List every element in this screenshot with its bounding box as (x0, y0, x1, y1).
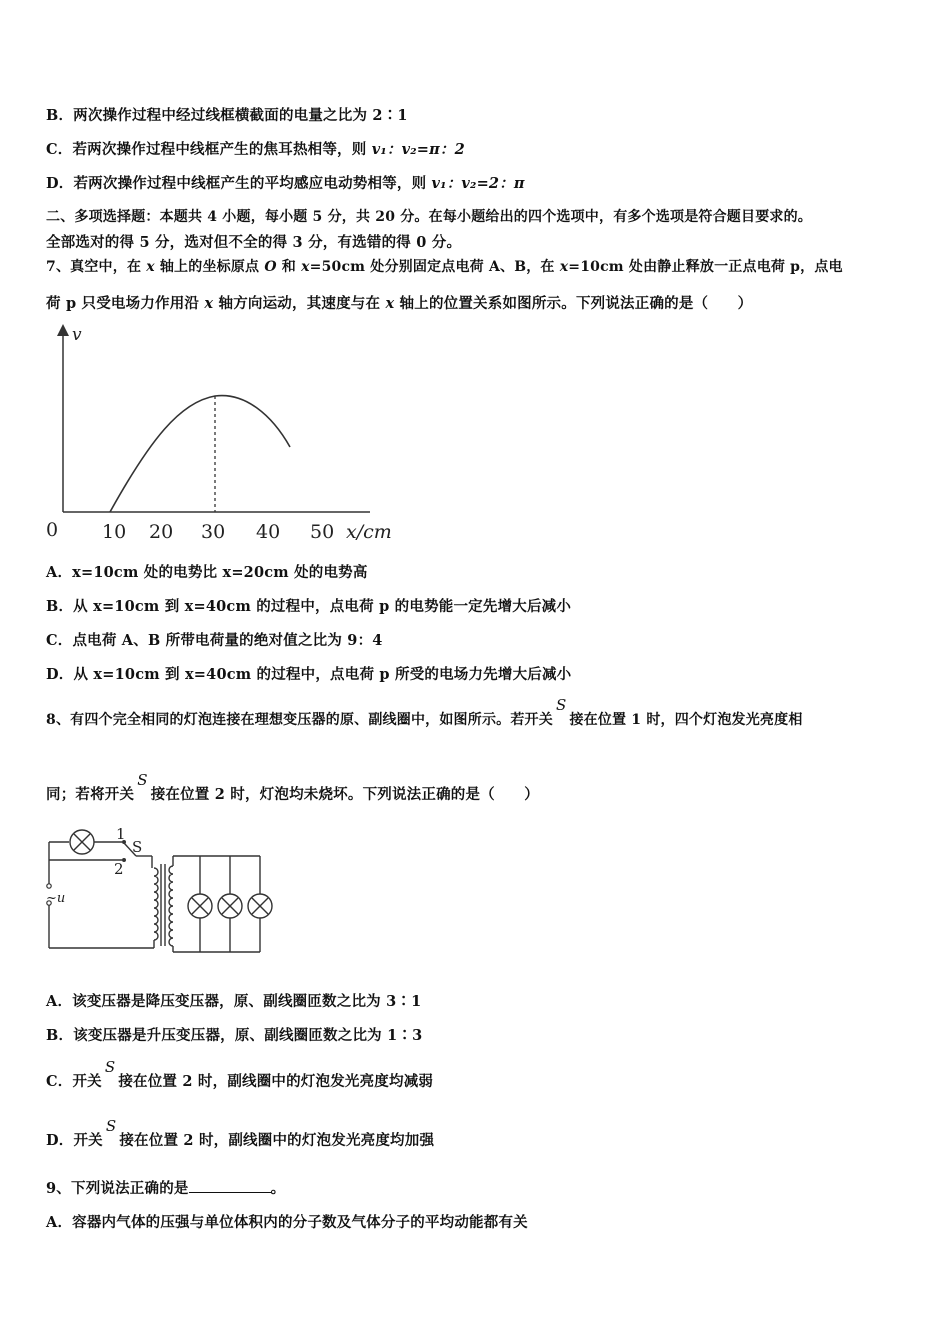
q8-option-c (46, 1058, 434, 1091)
q8-option-c-part: C．开关 (46, 1073, 102, 1090)
q6-option-b: B．两次操作过程中经过线框横截面的电量之比为 2∶1 (46, 107, 408, 124)
q8-stem-part: 同；若将开关 (46, 786, 135, 803)
q8-option-d-part: 接在位置 2 时，副线圈中的灯泡发光亮度均加强 (119, 1132, 435, 1149)
q9-stem-text: 9、下列说法正确的是 (46, 1180, 189, 1197)
q7-stem-var: O (264, 259, 277, 275)
graph-origin-label: 0 (46, 519, 59, 541)
switch-pos-1-label: 1 (116, 826, 126, 843)
source-u-label: ~u (46, 891, 66, 906)
q7-stem-var: x (146, 259, 155, 275)
q7-stem-var: x (559, 259, 569, 275)
q8-option-d-part: D．开关 (46, 1132, 103, 1149)
switch-s-symbol: S (105, 1117, 117, 1135)
q8-stem-part: 接在位置 2 时，灯泡均未烧坏。下列说法正确的是（ ） (150, 786, 539, 803)
graph-x-label: x/cm (346, 521, 392, 543)
answer-blank[interactable] (189, 1180, 271, 1193)
q7-stem-part: 轴方向运动，其速度与在 (213, 295, 386, 312)
q8-stem-part: 8、有四个完全相同的灯泡连接在理想变压器的原、副线圈中，如图所示。若开关 (46, 712, 553, 728)
q8-option-c-part: 接在位置 2 时，副线圈中的灯泡发光亮度均减弱 (118, 1073, 434, 1090)
q7-stem-part: 轴上的位置关系如图所示。下列说法正确的是（ ） (394, 295, 753, 312)
q8-option-d (46, 1117, 435, 1150)
q9-stem (46, 1177, 285, 1198)
switch-s-symbol: S (555, 696, 567, 714)
q8-option-a: A．该变压器是降压变压器，原、副线圈匝数之比为 3∶1 (46, 993, 422, 1010)
q9-stem-period: 。 (270, 1180, 286, 1197)
velocity-curve (110, 396, 290, 512)
switch-s-symbol: S (137, 771, 148, 789)
q8-stem-line1 (46, 696, 803, 729)
graph-tick-label-20: 20 (149, 521, 174, 543)
q8-option-b: B．该变压器是升压变压器，原、副线圈匝数之比为 1∶3 (46, 1027, 423, 1044)
q6-option-c-text: C．若两次操作过程中线框产生的焦耳热相等，则 (46, 141, 372, 158)
q8-stem-part: 接在位置 1 时，四个灯泡发光亮度相 (569, 712, 803, 728)
q9-option-a: A．容器内气体的压强与单位体积内的分子数及气体分子的平均动能都有关 (46, 1214, 528, 1231)
q7-stem-part: =10cm 处由静止释放一正点电荷 p，点电 (568, 259, 843, 275)
q7-stem-var: x (204, 295, 214, 312)
graph-tick-label-40: 40 (256, 521, 281, 543)
q7-stem-part: 7、真空中，在 (46, 259, 147, 275)
q8-transformer-circuit (40, 826, 280, 956)
switch-s-symbol: S (104, 1058, 116, 1076)
q7-stem-var: x (385, 295, 395, 312)
secondary-coil (169, 866, 173, 946)
q7-option-b: B．从 x=10cm 到 x=40cm 的过程中，点电荷 p 的电势能一定先增大后减小 (46, 598, 572, 615)
graph-tick-label-50: 50 (310, 521, 335, 543)
primary-coil (154, 868, 158, 940)
graph-tick-label-10: 10 (102, 521, 127, 543)
switch-s-label: S (132, 838, 143, 856)
q7-stem-part: 荷 p 只受电场力作用沿 (46, 295, 205, 312)
graph-y-label: v (72, 325, 82, 345)
q7-stem-var: x (301, 259, 310, 275)
q7-option-d: D．从 x=10cm 到 x=40cm 的过程中，点电荷 p 所受的电场力先增大后减小 (46, 666, 572, 683)
switch-pos-2-label: 2 (114, 860, 124, 878)
q6-option-c (46, 138, 465, 159)
q7-stem-part: =50cm 处分别固定点电荷 A、B，在 (309, 259, 560, 275)
q6-option-c-expr: v₁：v₂=π：2 (371, 141, 465, 158)
q6-option-d-text: D．若两次操作过程中线框产生的平均感应电动势相等，则 (46, 175, 432, 192)
q7-stem-part: 和 (276, 259, 302, 275)
q7-option-a: A．x=10cm 处的电势比 x=20cm 处的电势高 (46, 564, 368, 581)
section2-heading-line1: 二、多项选择题：本题共 4 小题，每小题 5 分，共 20 分。在每小题给出的四个选项中，有多个选项是符合题目要求的。 (46, 209, 813, 225)
q6-option-d-expr: v₁：v₂=2：π (431, 175, 525, 192)
q7-velocity-graph (40, 320, 410, 545)
q6-option-d (46, 172, 525, 193)
q7-option-c: C．点电荷 A、B 所带电荷量的绝对值之比为 9：4 (46, 632, 383, 649)
graph-tick-label-30: 30 (201, 521, 226, 543)
q7-stem-part: 轴上的坐标原点 (154, 259, 265, 275)
q7-stem-line1 (46, 256, 843, 276)
q8-stem-line2 (46, 771, 539, 804)
q7-stem-line2 (46, 292, 752, 313)
section2-heading-line2: 全部选对的得 5 分，选对但不全的得 3 分，有选错的得 0 分。 (46, 234, 462, 251)
